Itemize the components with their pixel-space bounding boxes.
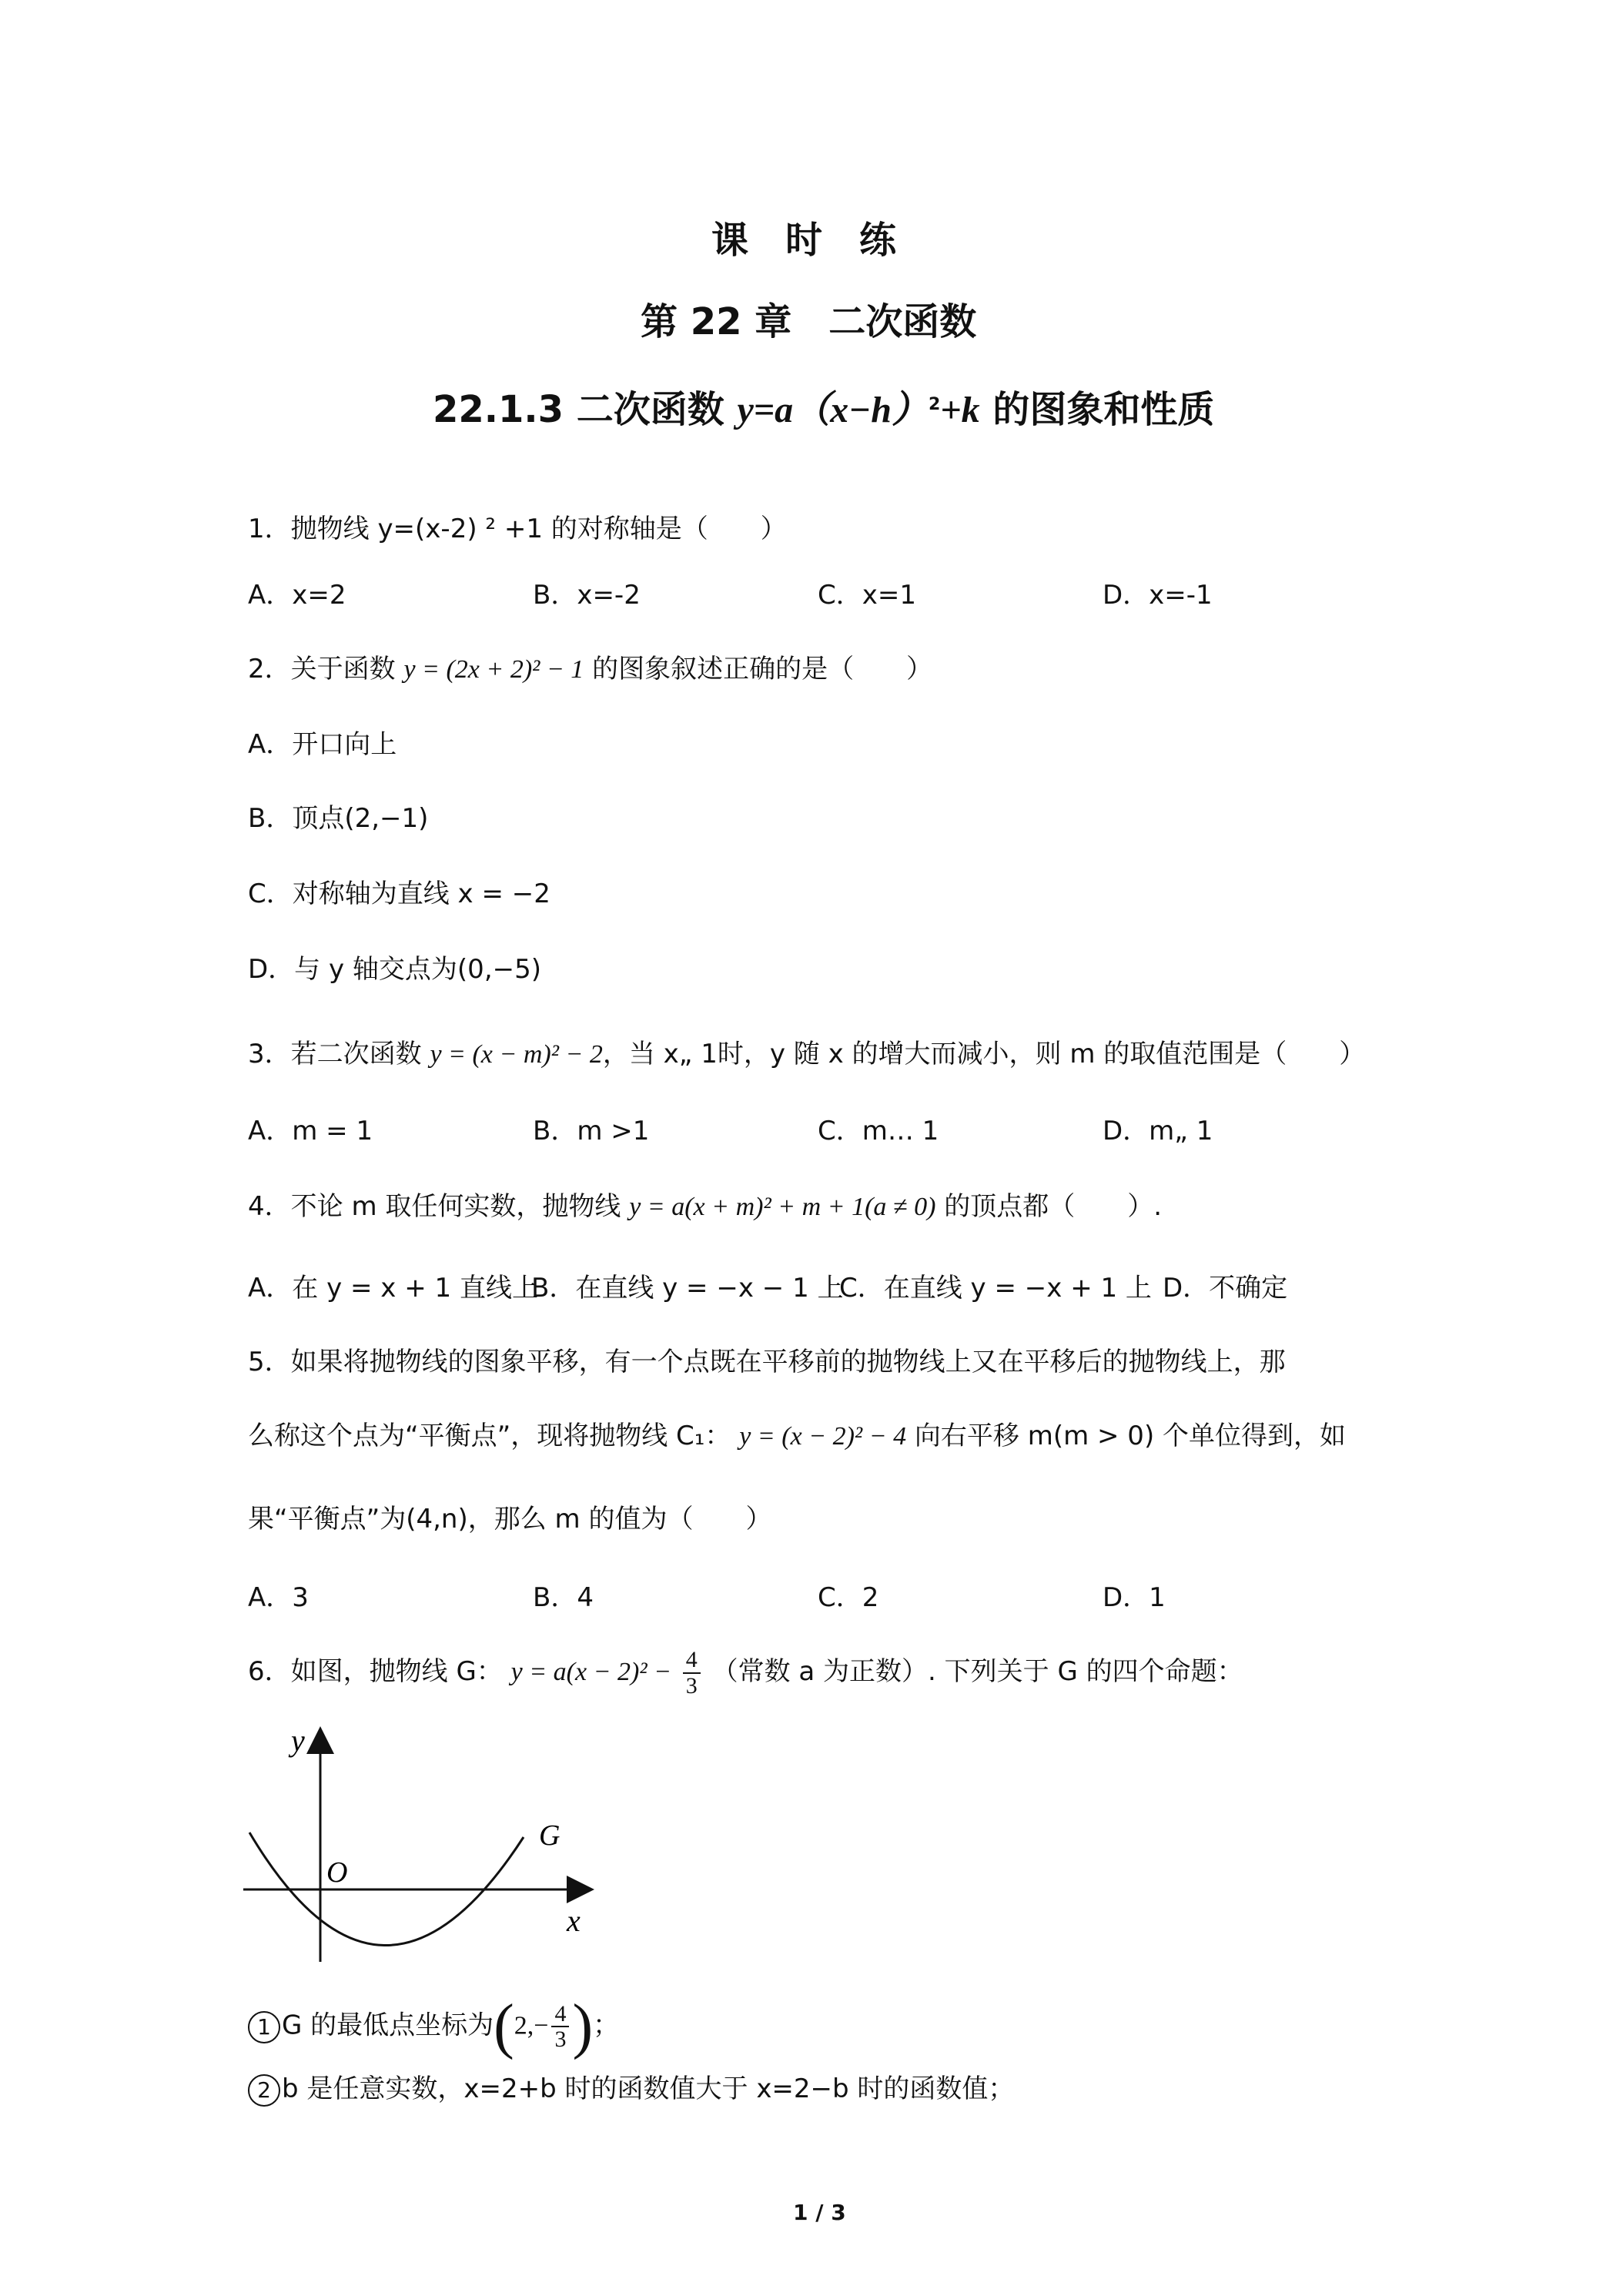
q3-stem-post: ，当 x„ 1时，y 随 x 的增大而减小，则 m 的取值范围是（ ）	[602, 1039, 1366, 1069]
q6-fraction	[683, 1648, 701, 1698]
q4-stem-post: 的顶点都（ ）.	[944, 1191, 1163, 1222]
prop1-frac-num: 4	[551, 2002, 569, 2028]
q6-proposition-1: 1 G 的最低点坐标为(2,− $\frac{4}{3}$ )；	[248, 1996, 619, 2057]
q2-formula: y = (2x + 2)² − 1	[403, 655, 584, 684]
q6-frac-den: 3	[685, 1672, 698, 1699]
q2-option-d: D．与 y 轴交点为(0,−5)	[248, 954, 542, 985]
q1-option-c: C．x=1	[818, 580, 916, 611]
q6-stem	[248, 1648, 1243, 1698]
chapter-title: 第 22 章 二次函数	[641, 300, 977, 343]
q4-stem	[248, 1193, 1162, 1220]
q5-option-d: D．1	[1103, 1582, 1166, 1613]
q2-option-b: B．顶点(2,−1)	[248, 803, 429, 834]
section-exp: 2	[928, 395, 941, 414]
q6-frac-num: 4	[683, 1648, 701, 1674]
y-axis-label: y	[291, 1725, 305, 1758]
q5-formula: y = (x − 2)² − 4	[739, 1422, 907, 1451]
q5-option-c: C．2	[818, 1582, 879, 1613]
q6-stem-post: （常数 a 为正数）. 下列关于 G 的四个命题：	[711, 1656, 1243, 1687]
q4-option-c: C．在直线 y = −x + 1 上	[839, 1273, 1152, 1304]
q4-option-b: B．在直线 y = −x − 1 上	[531, 1273, 844, 1304]
page-title: 课 时 练	[711, 219, 897, 262]
prop1-coord: 2,−	[514, 2011, 549, 2040]
prop2-text: b 是任意实数，x=2+b 时的函数值大于 x=2−b 时的函数值；	[282, 2073, 1015, 2104]
q6-formula: y = a(x − 2)² −	[510, 1658, 671, 1686]
q5-option-b: B．4	[533, 1582, 594, 1613]
q2-option-c: C．对称轴为直线 x = −2	[248, 879, 550, 909]
q2-stem	[248, 656, 932, 683]
q6-stem-pre: 6．如图，抛物线 G：	[248, 1656, 503, 1687]
q5-line2	[248, 1423, 1346, 1450]
section-suffix: 的图象和性质	[992, 388, 1215, 431]
prop1-fraction	[551, 2002, 569, 2052]
section-prefix: 22.1.3 二次函数	[433, 388, 724, 431]
q4-option-a: A．在 y = x + 1 直线上	[248, 1273, 538, 1304]
q2-stem-post: 的图象叙述正确的是（ ）	[592, 654, 933, 684]
prop1-text: G 的最低点坐标为	[282, 2010, 494, 2041]
curve-label: G	[539, 1819, 561, 1852]
section-formula: y=a（x−h）	[737, 390, 929, 430]
q5-line3: 果“平衡点”为(4,n)，那么 m 的值为（ ）	[248, 1504, 772, 1535]
page-number: 1 / 3	[793, 2200, 846, 2225]
q4-stem-pre: 4．不论 m 取任何实数，抛物线	[248, 1191, 621, 1222]
q2-stem-pre: 2．关于函数	[248, 654, 396, 684]
section-formula-tail: +k	[940, 390, 980, 430]
prop1-frac-den: 3	[554, 2027, 567, 2052]
q3-stem-pre: 3．若二次函数	[248, 1039, 422, 1069]
q3-formula: y = (x − m)² − 2	[430, 1040, 603, 1069]
q2-option-a: A．开口向上	[248, 729, 397, 760]
circled-number-2: 2	[248, 2074, 280, 2107]
q3-option-b: B．m >1	[533, 1116, 650, 1146]
circled-number-1: 1	[248, 2011, 280, 2043]
q5-line2-pre: 么称这个点为“平衡点”，现将抛物线 C₁：	[248, 1421, 731, 1451]
q1-option-a: A．x=2	[248, 580, 346, 611]
q6-proposition-2	[248, 2074, 1014, 2107]
q3-option-d: D．m„ 1	[1103, 1116, 1213, 1146]
q5-line2-post: 向右平移 m(m > 0) 个单位得到，如	[914, 1421, 1347, 1451]
origin-label: O	[326, 1856, 348, 1889]
q1-option-d: D．x=-1	[1103, 580, 1213, 611]
q4-option-d: D．不确定	[1163, 1273, 1288, 1304]
q1-stem: 1．抛物线 y=(x-2) ² +1 的对称轴是（ ）	[248, 514, 787, 544]
q3-option-c: C．m… 1	[818, 1116, 939, 1146]
q1-option-b: B．x=-2	[533, 580, 641, 611]
x-axis-label: x	[567, 1903, 581, 1938]
q3-option-a: A．m = 1	[248, 1116, 373, 1146]
section-title	[433, 388, 1215, 431]
q5-option-a: A．3	[248, 1582, 309, 1613]
prop1-post: ；	[593, 2010, 620, 2041]
q6-parabola-figure	[243, 1725, 605, 1971]
q4-formula: y = a(x + m)² + m + 1(a ≠ 0)	[629, 1193, 936, 1221]
q5-line1: 5．如果将抛物线的图象平移，有一个点既在平移前的抛物线上又在平移后的抛物线上，那	[248, 1347, 1286, 1377]
q3-stem	[248, 1041, 1365, 1068]
